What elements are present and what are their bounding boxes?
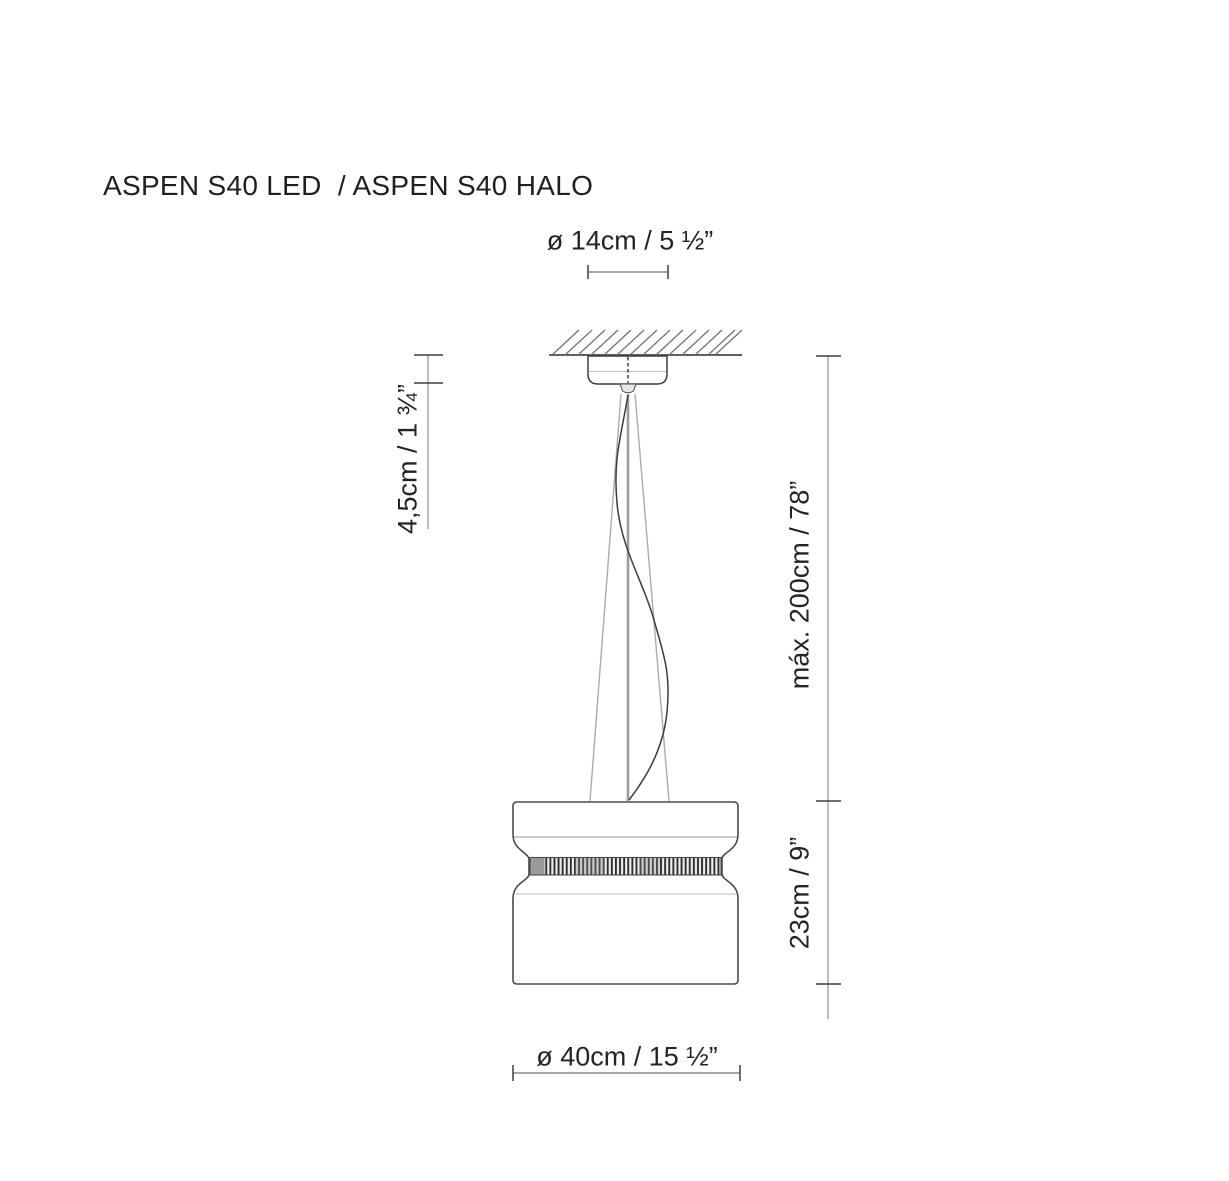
dim-label-body-height: 23cm / 9” bbox=[784, 836, 815, 950]
band-end-cap bbox=[531, 858, 545, 875]
dim-line-heights-right bbox=[816, 356, 841, 1019]
lamp-outline bbox=[513, 802, 738, 984]
dim-label-canopy-height: 4,5cm / 1 ¾” bbox=[392, 383, 423, 535]
lamp-body bbox=[513, 802, 738, 984]
power-cord bbox=[616, 395, 668, 800]
dim-label-suspension-length: máx. 200cm / 78” bbox=[784, 480, 815, 690]
suspension-cable-left bbox=[590, 394, 621, 801]
ribbed-diffuser-band bbox=[530, 858, 721, 876]
cable-gripper bbox=[620, 384, 636, 393]
canopy bbox=[588, 356, 667, 393]
page-title: ASPEN S40 LED / ASPEN S40 HALO bbox=[103, 170, 594, 201]
suspension-cables bbox=[590, 394, 669, 801]
dim-label-canopy-diameter: ø 14cm / 5 ½” bbox=[546, 225, 714, 256]
suspension-cable-right bbox=[635, 394, 669, 801]
ceiling-hatch bbox=[549, 330, 742, 355]
dim-line-canopy-diameter bbox=[588, 265, 668, 279]
dim-label-body-diameter: ø 40cm / 15 ½” bbox=[536, 1041, 718, 1072]
